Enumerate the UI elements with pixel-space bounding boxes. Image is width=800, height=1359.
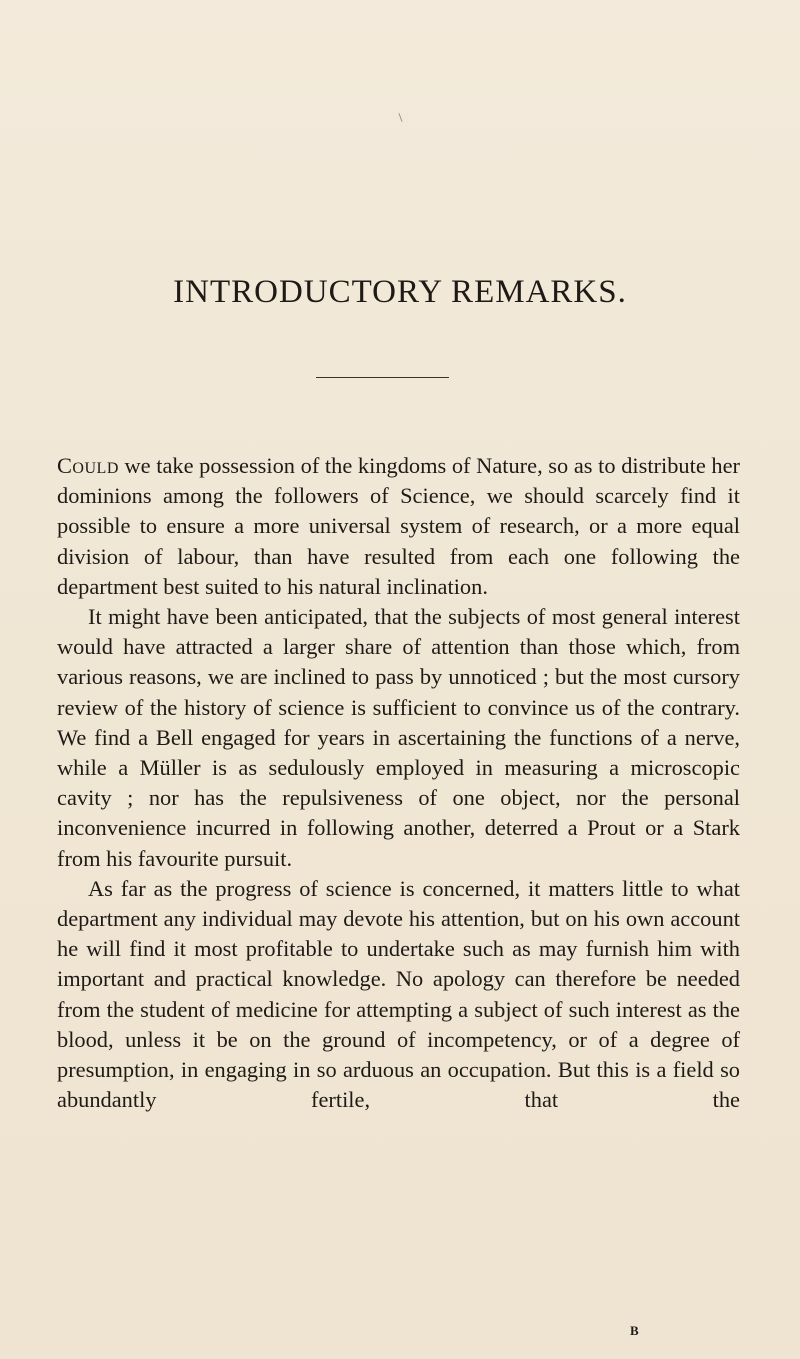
paragraph-3: As far as the progress of science is concerned, it matters little to what department any individual may devote his attention, but on his own account he will find it most profitable to undertake such as may furnish him with important and practical knowledge. No apology can therefore be needed from the student of medicine for attempting a subject of such interest as the blood, unless it be on the ground of incompetency, or of a degree of presumption, in engaging in so arduous an occupation. But this is a field so abundantly fertile, that the: [57, 875, 740, 1113]
title-rule: [316, 377, 449, 378]
signature-mark: B: [630, 1323, 640, 1338]
stray-ink-mark: [398, 113, 402, 122]
paragraph-1: [57, 451, 740, 602]
paragraph-2: It might have been anticipated, that the subjects of most general interest would have attracted a larger share of attention than those which, from various reasons, we are inclined to pass by unnoticed ; but the most cursory review of the history of science is sufficient to convince us of the contrary. We find a Bell engaged for years in ascertaining the functions of a nerve, while a Müller is as sedulously employed in measuring a microscopic cavity ; nor has the repulsiveness of one object, nor the personal inconvenience incurred in following another, deterred a Prout or a Stark from his favourite pursuit.: [57, 604, 740, 871]
paragraph-1-text: we take possession of the kingdoms of Nature, so as to distribute her dominions among the followers of Science, we should scarcely find it possible to ensure a more universal system of research, or a more equal division of labour, than have resulted from each one following the department best suited to his natural inclination.: [57, 453, 740, 599]
chapter-title: INTRODUCTORY REMARKS.: [173, 274, 627, 310]
body-text: [57, 451, 740, 1115]
paragraph-1-lead-word: Could: [57, 453, 119, 478]
